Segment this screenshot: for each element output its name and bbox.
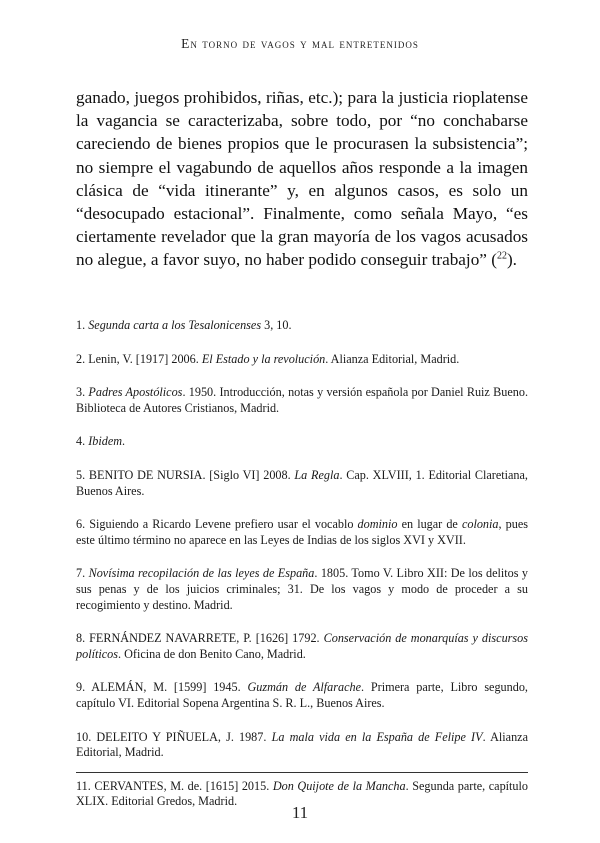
page-number: 11 <box>291 803 309 822</box>
paragraph-text: ganado, juegos prohibidos, riñas, etc.); para la justicia rioplatense la vagancia se caracterizaba, sobre todo, por “no conchabarse careciendo de bienes propios que le procurasen la subsistencia”; no siempre el vagabundo de aquellos años responde a la imagen clásica de “vida itinerante” y, en algunos casos, es solo un “desocupado estacional”. Finalmente, como señala Mayo, “es ciertamente revelador que la gran mayoría de los vagos acusados no alegue, a favor suyo, no haber podido conseguir trabajo” ( <box>76 88 528 270</box>
endnotes-list <box>76 318 528 810</box>
endnote: 8. FERNÁNDEZ NAVARRETE, P. [1626] 1792. Conservación de monarquías y discursos políticos. Oficina de don Benito Cano, Madrid. <box>76 631 528 661</box>
paragraph-closing: ). <box>506 250 517 270</box>
endnote: 6. Siguiendo a Ricardo Levene prefiero usar el vocablo dominio en lugar de colonia, pues este último término no aparece en las Leyes de Indias de los siglos XVI y XVII. <box>76 517 528 547</box>
endnote: 9. ALEMÁN, M. [1599] 1945. Guzmán de Alfarache. Primera parte, Libro segundo, capítulo VI. Editorial Sopena Argentina S. R. L., Buenos Aires. <box>76 680 528 710</box>
endnote: 4. Ibidem. <box>76 434 126 449</box>
running-header: En torno de vagos y mal entretenidos <box>181 36 419 51</box>
endnote: 3. Padres Apostólicos. 1950. Introducción, notas y versión española por Daniel Ruiz Bueno. Biblioteca de Autores Cristianos, Madrid. <box>76 385 528 415</box>
body-paragraph <box>76 86 528 272</box>
endnote: 10. DELEITO Y PIÑUELA, J. 1987. La mala vida en la España de Felipe IV. Alianza Editorial, Madrid. <box>76 729 528 760</box>
footer-rule <box>76 772 528 773</box>
note-reference: 22 <box>496 250 507 262</box>
endnote: 11. CERVANTES, M. de. [1615] 2015. Don Quijote de la Mancha. Segunda parte, capítulo XLIX. Editorial Gredos, Madrid. <box>76 778 529 809</box>
endnote: 2. Lenin, V. [1917] 2006. El Estado y la revolución. Alianza Editorial, Madrid. <box>76 351 460 366</box>
endnote: 7. Novísima recopilación de las leyes de España. 1805. Tomo V. Libro XII: De los delitos y sus penas y de los juicios criminales; 31. De los vagos y modo de proceder a su recogimiento y destino. Madrid. <box>76 566 529 612</box>
endnote: 1. Segunda carta a los Tesalonicenses 3, 10. <box>76 318 292 332</box>
endnote: 5. BENITO DE NURSIA. [Siglo VI] 2008. La Regla. Cap. XLVIII, 1. Editorial Claretiana, Buenos Aires. <box>76 467 528 498</box>
